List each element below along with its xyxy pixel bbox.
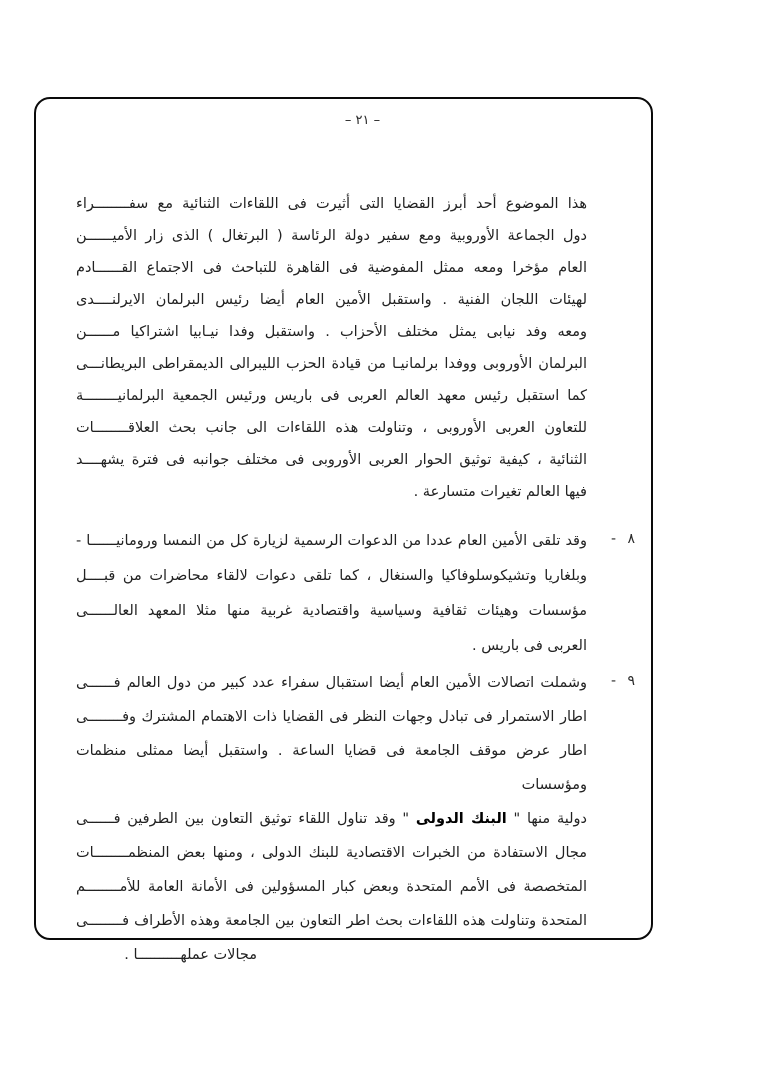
world-bank-bold-term: البنك الدولى <box>415 811 507 827</box>
text-line: فيها العالم تغيرات متسارعة . <box>413 484 587 500</box>
text-line: المتخصصة فى الأمم المتحدة وبعض كبار المسؤولين فى الأمانة العامة للأمــــــــم <box>76 879 587 895</box>
text-line: هذا الموضوع أحد أبرز القضايا التى أثيرت فى اللقاءات الثنائية مع سفــــــــراء <box>76 196 587 212</box>
text-line: لهيئات اللجان الفنية . واستقبل الأمين العام أيضا رئيس البرلمان الايرلنــــدى <box>76 292 587 308</box>
text-line: اطار الاستمرار فى تبادل وجهات النظر فى القضايا ذات الاهتمام المشترك وفــــــــى <box>76 709 587 725</box>
paragraph-8 <box>76 524 635 664</box>
text-line: البرلمان الأوروبى ووفدا برلمانيـا من قيادة الحزب الليبرالى الديمقراطى البريطانـــى <box>76 356 587 372</box>
text-line: وشملت اتصالات الأمين العام أيضا استقبال سفراء عدد كبير من دول العالم فــــــى <box>76 675 587 691</box>
text-segment: دولية منها " <box>506 811 587 827</box>
text-line <box>76 802 587 836</box>
text-line: المتحدة وتناولت هذه اللقاءات بحث اطر التعاون بين الجامعة وهذه الأطراف فــــــــى <box>76 913 587 929</box>
text-segment: " وقد تناول اللقاء توثيق التعاون بين الطرفين فــــــى <box>76 811 416 827</box>
paragraph-intro <box>76 188 587 508</box>
paragraph-9 <box>76 666 635 972</box>
paragraph-9-number: ٩ - <box>610 673 635 689</box>
paragraph-8-number: ٨ - <box>610 531 635 547</box>
text-line: للتعاون العربى الأوروبى ، وتناولت هذه اللقاءات الى جانب بحث العلاقــــــــات <box>76 420 587 436</box>
text-line: دول الجماعة الأوروبية ومع سفير دولة الرئاسة ( البرتغال ) الذى زار الأميــــــن <box>76 228 587 244</box>
text-line: الثنائية ، كيفية توثيق الحوار العربى الأوروبى فى مختلف جوانبه فى فترة يشهــــد <box>76 452 587 468</box>
text-line: مجالات عملهــــــــــا . <box>124 947 257 963</box>
page-border-frame <box>34 97 653 963</box>
page-number: – ٢١ – <box>344 113 381 128</box>
text-line: وبلغاريا وتشيكوسلوفاكيا والسنغال ، كما تلقى دعوات لالقاء محاضرات من قبــــل <box>76 568 587 584</box>
text-line: العربى فى باريس . <box>472 638 587 654</box>
text-line: وقد تلقى الأمين العام عددا من الدعوات الرسمية لزيارة كل من النمسا ورومانيــــــا - <box>76 533 587 549</box>
text-line: العام مؤخرا ومعه ممثل المفوضية فى القاهرة للتباحث فى الاجتماع القــــــادم <box>76 260 587 276</box>
text-line: مجال الاستفادة من الخبرات الاقتصادية للبنك الدولى ، ومنها بعض المنظمــــــــات <box>76 845 587 861</box>
text-line: مؤسسات وهيئات ثقافية وسياسية واقتصادية غربية منها مثلا المعهد العالــــــى <box>76 603 587 619</box>
text-line: ومعه وفد نيابى يمثل مختلف الأحزاب . واستقبل وفدا نيـابيا اشتراكيا مــــــن <box>76 324 587 340</box>
text-line: اطار عرض موقف الجامعة فى قضايا الساعة . واستقبل أيضا ممثلى منظمات ومؤسسات <box>76 743 587 793</box>
text-line: كما استقبل رئيس معهد العالم العربى فى باريس ورئيس الجمعية البرلمانيــــــــة <box>76 388 587 404</box>
document-body <box>76 188 635 972</box>
